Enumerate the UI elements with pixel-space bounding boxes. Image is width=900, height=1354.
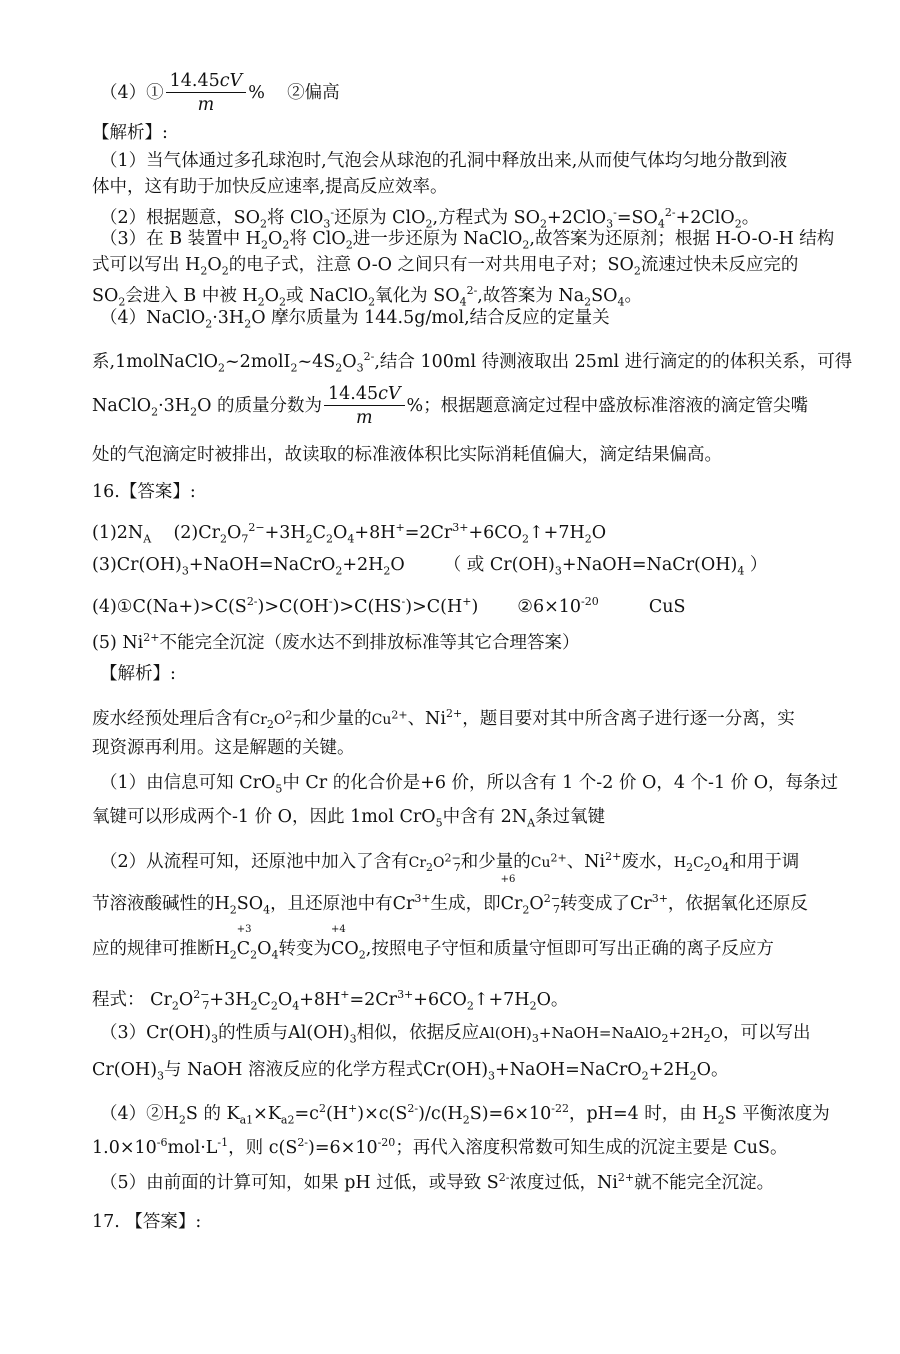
q16-header: 16.【答案】: [92, 482, 196, 502]
analysis-16-p5: （5）由前面的计算可知，如果 pH 过低，或导致 $S^{2-}$浓度过低，$Ni^{2+}$就不能完全沉淀。 [100, 1171, 775, 1193]
q16-answer-3: $(3)Cr(OH)_3+NaOH=NaCrO_2+2H_2O$ （ 或 $Cr(OH)_3+NaOH=NaCr(OH)_4$ ） [92, 555, 768, 578]
analysis-16-p1b: 氧键可以形成两个-1 价 O，因此 1mol CrO$_5$中含有 $2N_A$条过氧键 [92, 807, 606, 830]
analysis-16-p2c: 应的规律可推断$H_2$ +3 $C_2O_4$转变为 +4 $CO_2$,按照电子守恒和质量守恒即可写出正确的离子反应方 [92, 924, 774, 962]
analysis-15-p4a: $(4)NaClO_2\cdot 3H_2O$ 摩尔质量为 144.5g/mol,结合反应的定量关 [100, 308, 610, 331]
analysis-16-p2a: （2）从流程可知，还原池中加入了含有$Cr_2O^{2-}_7$和少量的$Cu^{2+}$、$Ni^{2+}$废水，$H_2C_2O_4$和用于调 [100, 850, 800, 874]
analysis-16-p4a: $(4)②H_2S$ 的 $K_{a1}\times K_{a2}=c^2(H^+)\times c(S^{2-})/c(H_2S)=6\times 10^{-22}$，pH=4 时，由 $H_2S$ 平衡浓度为 [100, 1102, 830, 1127]
analysis-15-p1b: 体中，这有助于加快反应速率,提高反应效率。 [92, 177, 448, 197]
analysis-16-p4b: $1.0\times 10^{-6}mol\cdot L^{-1}$，则 $c(S^{2-})=6\times 10^{-20}$；再代入溶度积常数可知生成的沉淀主要是 CuS。 [92, 1136, 788, 1158]
analysis-16-p2b: 节溶液酸碱性的$H_2SO_4$，且还原池中有$Cr^{3+}$生成，即 +6 $Cr_2O^{2-}_7$转变成了$Cr^{3+}$，依据氧化还原反 [92, 874, 808, 917]
analysis-15-p3a: （3）在 B 装置中 $H_2O_2$将 ClO$_2$进一步还原为 NaClO$_2$,故答案为还原剂；根据 H-O-O-H 结构 [100, 229, 835, 252]
analysis-16-heading: 【解析】: [100, 664, 176, 684]
q16-answer-4: $(4)①C(Na+)>C(S^{2-})>C(OH^-)>C(HS^-)>C(H^+)$ $②6\times 10^{-20}$ CuS [92, 595, 686, 617]
analysis-15-p3c: $SO_2$会进入 B 中被 $H_2O_2$或 NaClO$_2$氧化为 $SO_4^{2-}$,故答案为 $Na_2SO_4$。 [92, 284, 643, 309]
analysis-16-p2d: 程式： $Cr_2O^{2-}_7+3H_2C_2O_4+8H^+=2Cr^{3+}+6CO_2↑+7H_2O$。 [92, 988, 569, 1013]
analysis-16-intro-a: 废水经预处理后含有$Cr_2O^{2-}_7$和少量的$Cu^{2+}$、$Ni^{2+}$，题目要对其中所含离子进行逐一分离，实 [92, 707, 795, 731]
analysis-15-p1a: （1）当气体通过多孔球泡时,气泡会从球泡的孔洞中释放出来,从而使气体均匀地分散到液 [100, 151, 788, 171]
q17-header: 17. 【答案】: [92, 1212, 202, 1232]
analysis-16-p3a: $(3)Cr(OH)_3$的性质与$Al(OH)_3$相似，依据反应$Al(OH)_3+NaOH=NaAlO_2+2H_2O$，可以写出 [100, 1023, 811, 1046]
analysis-heading: 【解析】: [92, 123, 168, 143]
analysis-15-p2: （2）根据题意，$SO_2$将 ClO$_3$-还原为 ClO$_2$,方程式为 $SO_2+2ClO_3^-=SO_4^{2-}+2ClO_2$。 [100, 206, 760, 231]
answer-15-4: （4）① $\frac{14.45cV}{m}$ % ②偏高 [100, 71, 340, 115]
analysis-15-p4c: $NaClO_2\cdot 3H_2O$ 的质量分数为 $\frac{14.45cV}{m}$ %；根据题意滴定过程中盛放标准溶液的滴定管尖嘴 [92, 384, 809, 428]
analysis-15-p4b: 系$,1molNaClO_2\sim 2molI_2\sim 4S_2O_3^{2-}$,结合 100ml 待测液取出 25ml 进行滴定的的体积关系，可得 [92, 350, 853, 375]
fraction: $\frac{14.45cV}{m}$ [324, 383, 405, 430]
analysis-16-p3b: $Cr(OH)_3$与 NaOH 溶液反应的化学方程式$Cr(OH)_3+NaOH=NaCrO_2+2H_2O$。 [92, 1060, 729, 1083]
analysis-16-p1a: （1）由信息可知 CrO$_5$中 Cr 的化合价是+6 价，所以含有 1 个-2 价 O，4 个-1 价 O，每条过 [100, 773, 839, 796]
analysis-16-intro-b: 现资源再利用。这是解题的关键。 [92, 738, 355, 758]
fraction: $\frac{14.45cV}{m}$ [166, 70, 247, 117]
analysis-15-p3b: 式可以写出 $H_2O_2$的电子式，注意 O-O 之间只有一对共用电子对；$SO_2$流速过快未反应完的 [92, 255, 799, 278]
q16-answer-5: (5) $Ni^{2+}$不能完全沉淀（废水达不到排放标准等其它合理答案） [92, 631, 580, 653]
analysis-15-p4d: 处的气泡滴定时被排出，故读取的标准液体积比实际消耗值偏大，滴定结果偏高。 [92, 445, 722, 465]
q16-answer-1-2: $(1)2N_A$ $(2)Cr_2O_7^{2-}+3H_2C_2O_4+8H^+=2Cr^{3+}+6CO_2↑+7H_2O$ [92, 521, 607, 546]
answer-label: （4）① [100, 83, 164, 103]
